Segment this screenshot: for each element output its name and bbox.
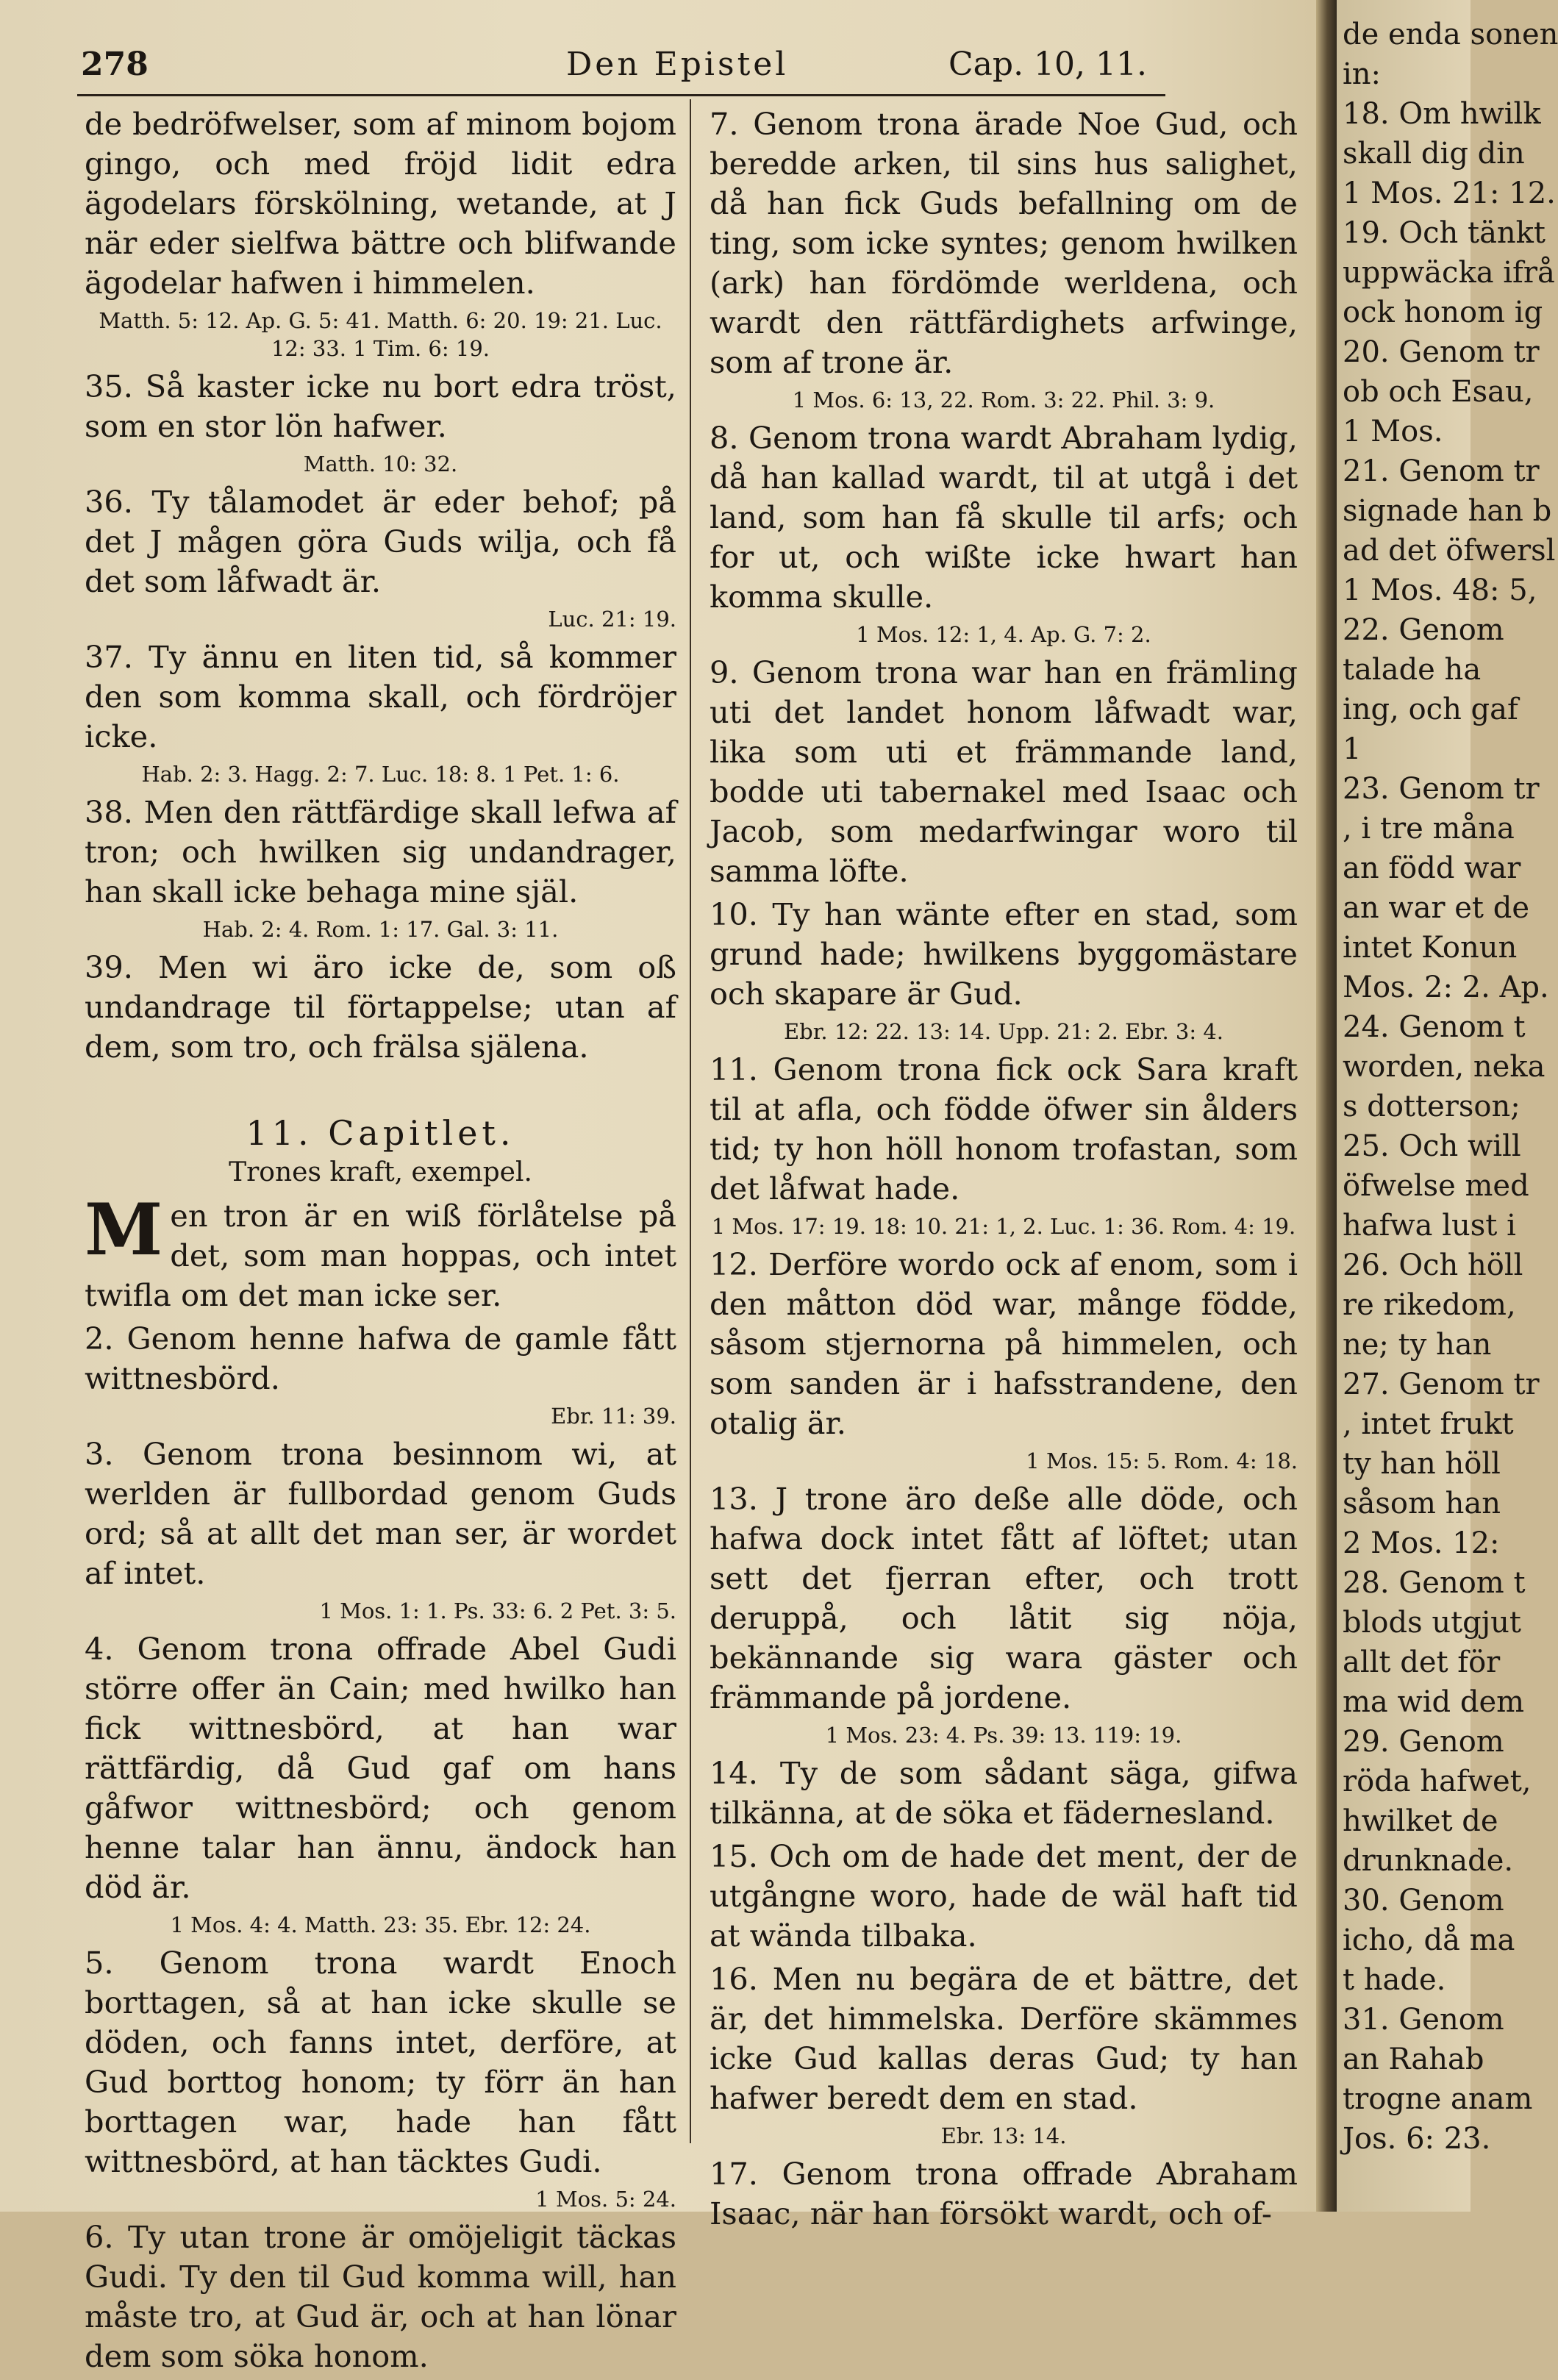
np-line: 22. Genom	[1343, 613, 1504, 647]
np-line: , i tre måna	[1343, 812, 1515, 846]
np-line: 1 Mos.	[1343, 415, 1443, 449]
np-line: 23. Genom tr	[1343, 772, 1540, 806]
verse-11-14: 14. Ty de som sådant säga, gifwa tilkänna, at de söka et fädernesland.	[710, 1755, 1298, 1831]
verse-11-1	[85, 1188, 676, 1315]
verse-38: 38. Men den rättfärdige skall lefwa af tron; och hwilken sig undandrager, han skall icke behaga mine själ.	[85, 794, 676, 910]
verse-37-ref: Hab. 2: 3. Hagg. 2: 7. Luc. 18: 8. 1 Pet. 1: 6.	[141, 762, 620, 787]
np-line: drunknade.	[1343, 1844, 1514, 1878]
verse-11-11-ref: 1 Mos. 17: 19. 18: 10. 21: 1, 2. Luc. 1: 36. Rom. 4: 19.	[711, 1214, 1296, 1239]
np-line: ne; ty han	[1343, 1328, 1492, 1362]
np-line: 19. Och tänkt	[1343, 216, 1546, 250]
verse-11-4-ref: 1 Mos. 4: 4. Matth. 23: 35. Ebr. 12: 24.	[170, 1912, 591, 1937]
np-line: de enda sonen	[1343, 18, 1558, 51]
np-line: skall dig din	[1343, 137, 1525, 171]
np-line: re rikedom,	[1343, 1288, 1516, 1322]
verse-11-6: 6. Ty utan trone är omöjeligit täckas Gudi. Ty den til Gud komma will, han måste tro, at Gud är, och at han lönar dem som söka honom.	[85, 2219, 676, 2374]
verse-11-3-ref: 1 Mos. 1: 1. Ps. 33: 6. 2 Pet. 3: 5.	[319, 1598, 676, 1623]
np-line: intet Konun	[1343, 931, 1518, 965]
np-line: worden, neka	[1343, 1050, 1546, 1084]
np-line: an Rahab	[1343, 2043, 1484, 2076]
np-line: ad det öfwersl	[1343, 534, 1556, 568]
chapter-title: 11. Capitlet.	[246, 1113, 515, 1153]
verse-11-1-text: en tron är en wiß förlåtelse på det, som man hoppas, och intet twifla om det man icke ser.	[85, 1198, 676, 1313]
verse-11-8-ref: 1 Mos. 12: 1, 4. Ap. G. 7: 2.	[856, 622, 1151, 647]
intro-ref: Matth. 5: 12. Ap. G. 5: 41. Matth. 6: 20. 19: 21. Luc. 12: 33. 1 Tim. 6: 19.	[99, 308, 662, 361]
chapter-reference: Cap. 10, 11.	[948, 46, 1147, 83]
verse-11-13: 13. J trone äro deße alle döde, och hafwa dock intet fått af löftet; utan sett det fjerran efter, och trott deruppå, och låtit sig nöja, bekännande sig wara gäster och främmande på jordene.	[710, 1481, 1298, 1715]
verse-11-5-ref: 1 Mos. 5: 24.	[535, 2187, 676, 2212]
np-line: ty han höll	[1343, 1447, 1501, 1481]
np-line: signade han b	[1343, 494, 1552, 528]
verse-11-10: 10. Ty han wänte efter en stad, som grund hade; hwilkens byggomästare och skapare är Gud.	[710, 896, 1298, 1012]
np-line: blods utgjut	[1343, 1606, 1522, 1640]
np-line: 1 Mos. 48: 5,	[1343, 573, 1537, 607]
verse-11-7: 7. Genom trona ärade Noe Gud, och beredde arken, til sins hus salighet, då han fick Guds befallning om de ting, som icke syntes; genom hwilken (ark) han fördömde werldena, och wardt den rättfärdighets arfwinge, som af trone är.	[710, 106, 1298, 380]
book-spine	[1316, 0, 1338, 2212]
verse-11-2-ref: Ebr. 11: 39.	[551, 1404, 676, 1429]
verse-11-12: 12. Derföre wordo ock af enom, som i den måtton död war, månge födde, såsom stjernorna på himmelen, och som sanden är i hafsstrandene, den otalig är.	[710, 1246, 1298, 1441]
verse-35-ref: Matth. 10: 32.	[303, 451, 458, 476]
np-line: , intet frukt	[1343, 1407, 1514, 1441]
np-line: 20. Genom tr	[1343, 335, 1540, 369]
verse-39: 39. Men wi äro icke de, som oß undandrage til förtappelse; utan af dem, som tro, och frälsa själena.	[85, 949, 676, 1065]
np-line: 28. Genom t	[1343, 1566, 1526, 1600]
np-line: 27. Genom tr	[1343, 1368, 1540, 1401]
np-line: ock honom ig	[1343, 296, 1543, 329]
left-column	[85, 104, 676, 2380]
right-column	[710, 104, 1298, 2237]
np-line: 29. Genom	[1343, 1725, 1504, 1759]
verse-11-9: 9. Genom trona war han en främling uti det landet honom låfwadt war, lika som uti et främmande land, bodde uti tabernakel med Isaac och Jacob, som medarfwingar woro til samma löfte.	[710, 654, 1298, 889]
running-title: Den Epistel	[566, 46, 789, 83]
np-line: röda hafwet,	[1343, 1765, 1532, 1798]
np-line: hafwa lust i	[1343, 1209, 1516, 1243]
verse-11-16: 16. Men nu begära de et bättre, det är, det himmelska. Derföre skämmes icke Gud kallas deras Gud; ty han hafwer beredt dem en stad.	[710, 1961, 1298, 2116]
verse-11-8: 8. Genom trona wardt Abraham lydig, då han kallad wardt, til at utgå i det land, som han få skulle til arfs; och for ut, och wißte icke hwart han komma skulle.	[710, 420, 1298, 615]
np-line: an war et de	[1343, 891, 1529, 925]
np-line: 25. Och will	[1343, 1129, 1521, 1163]
np-line: såsom han	[1343, 1487, 1501, 1520]
header-rule	[77, 94, 1165, 96]
verse-11-13-ref: 1 Mos. 23: 4. Ps. 39: 13. 119: 19.	[825, 1723, 1182, 1748]
verse-37: 37. Ty ännu en liten tid, så kommer den som komma skall, och fördröjer icke.	[85, 639, 676, 754]
verse-35: 35. Så kaster icke nu bort edra tröst, som en stor lön hafwer.	[85, 368, 676, 444]
np-line: talade ha	[1343, 653, 1482, 687]
verse-11-11: 11. Genom trona fick ock Sara kraft til at afla, och födde öfwer sin ålders tid; ty hon höll honom trofastan, som det låfwat hade.	[710, 1051, 1298, 1207]
np-line: 30. Genom	[1343, 1884, 1504, 1918]
np-line: öfwelse med	[1343, 1169, 1529, 1203]
drop-cap: M	[85, 1188, 163, 1271]
verse-11-12-ref: 1 Mos. 15: 5. Rom. 4: 18.	[1026, 1448, 1298, 1473]
chapter-subtitle: Trones kraft, exempel.	[229, 1157, 532, 1187]
verse-11-10-ref: Ebr. 12: 22. 13: 14. Upp. 21: 2. Ebr. 3: 4.	[783, 1019, 1224, 1044]
verse-11-2: 2. Genom henne hafwa de gamle fått wittnesbörd.	[85, 1321, 676, 1396]
np-line: icho, då ma	[1343, 1923, 1515, 1957]
column-divider	[690, 99, 691, 2143]
np-line: trogne anam	[1343, 2082, 1533, 2116]
verse-11-5: 5. Genom trona wardt Enoch borttagen, så at han icke skulle se döden, och fanns intet, derföre, at Gud borttog honom; ty förr än han borttagen war, hade han fått wittnesbörd, at han täcktes Gudi.	[85, 1945, 676, 2179]
page-number: 278	[81, 46, 149, 83]
verse-11-4: 4. Genom trona offrade Abel Gudi större offer än Cain; med hwilko han fick wittnesbörd, at han war rättfärdig, då Gud gaf om hans gåfwor wittnesbörd; och genom henne talar han ännu, ändock han död är.	[85, 1631, 676, 1905]
intro-text: de bedröfwelser, som af minom bojom gingo, och med fröjd lidit edra ägodelars förskölning, wetande, at J när eder sielfwa bättre och blifwande ägodelar hafwen i himmelen.	[85, 106, 676, 301]
np-line: ma wid dem	[1343, 1685, 1525, 1719]
next-page-fragment	[1337, 0, 1558, 2212]
np-line: 2 Mos. 12:	[1343, 1526, 1500, 1560]
verse-11-7-ref: 1 Mos. 6: 13, 22. Rom. 3: 22. Phil. 3: 9.	[792, 387, 1215, 412]
np-line: ing, och gaf	[1343, 693, 1518, 726]
np-line: Jos. 6: 23.	[1343, 2122, 1491, 2156]
np-line: 18. Om hwilk	[1343, 97, 1541, 131]
verse-11-16-ref: Ebr. 13: 14.	[940, 2123, 1067, 2148]
np-line: 21. Genom tr	[1343, 454, 1540, 488]
np-line: 1	[1343, 732, 1362, 766]
np-line: t hade.	[1343, 1963, 1446, 1997]
np-line: an född war	[1343, 851, 1521, 885]
np-line: in:	[1343, 57, 1382, 91]
np-line: uppwäcka ifrå	[1343, 256, 1555, 290]
verse-11-3: 3. Genom trona besinnom wi, at werlden är fullbordad genom Guds ord; så at allt det man ser, är wordet af intet.	[85, 1436, 676, 1591]
np-line: allt det för	[1343, 1645, 1501, 1679]
verse-36: 36. Ty tålamodet är eder behof; på det J mågen göra Guds wilja, och få det som låfwadt är.	[85, 484, 676, 599]
verse-11-15: 15. Och om de hade det ment, der de utgångne woro, hade de wäl haft tid at wända tilbaka.	[710, 1838, 1298, 1954]
np-line: Mos. 2: 2. Ap.	[1343, 971, 1549, 1004]
verse-36-ref: Luc. 21: 19.	[548, 607, 676, 632]
verse-38-ref: Hab. 2: 4. Rom. 1: 17. Gal. 3: 11.	[202, 917, 559, 942]
verse-11-17: 17. Genom trona offrade Abraham Isaac, när han försökt wardt, och of-	[710, 2156, 1298, 2231]
np-line: 1 Mos. 21: 12.	[1343, 176, 1556, 210]
np-line: s dotterson;	[1343, 1090, 1521, 1123]
np-line: 24. Genom t	[1343, 1010, 1526, 1044]
np-line: 31. Genom	[1343, 2003, 1504, 2037]
np-line: hwilket de	[1343, 1804, 1498, 1838]
np-line: ob och Esau,	[1343, 375, 1534, 409]
page-header	[81, 46, 1162, 90]
np-line: 26. Och höll	[1343, 1248, 1523, 1282]
